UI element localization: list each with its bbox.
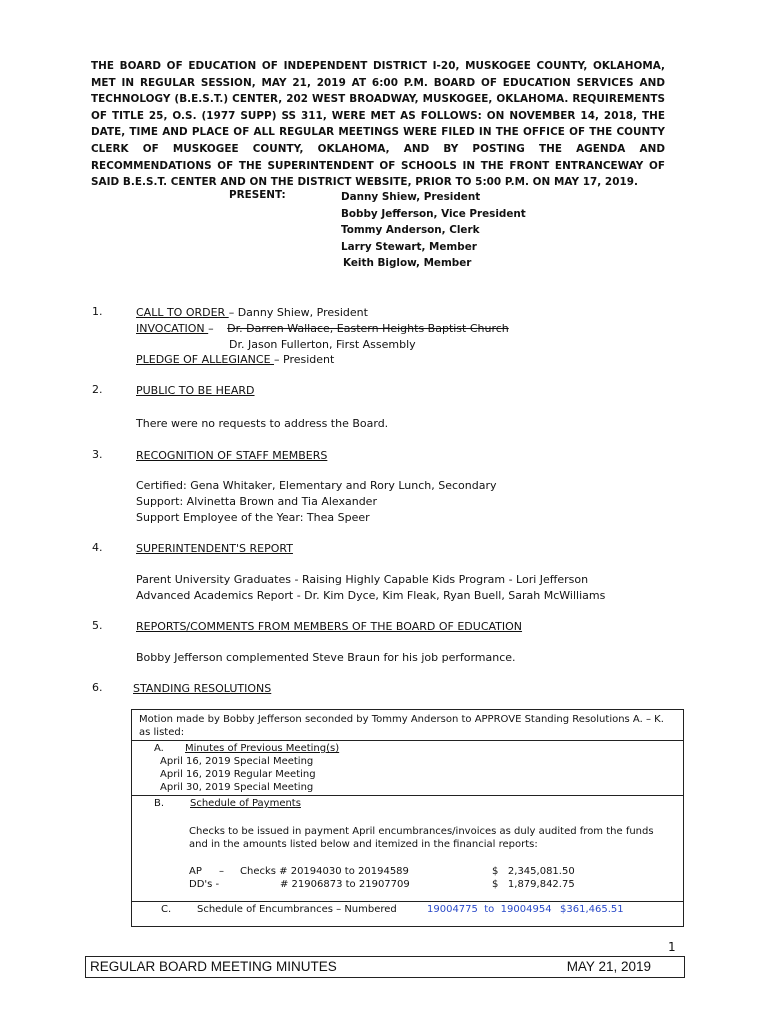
payments-text: Checks to be issued in payment April encumbrances/invoices as duly audited from the funds xyxy=(189,826,654,837)
resolution-a-title: Minutes of Previous Meeting(s) xyxy=(185,743,340,754)
present-list xyxy=(341,189,601,272)
recognition-line: Certified: Gena Whitaker, Elementary and Rory Lunch, Secondary xyxy=(136,479,497,492)
item-number: 2. xyxy=(92,383,103,396)
standing-resolutions-title: STANDING RESOLUTIONS xyxy=(133,682,272,695)
footer-date: MAY 21, 2019 xyxy=(566,959,651,974)
encumbrance-amount: $361,465.51 xyxy=(560,904,624,915)
call-to-order-line xyxy=(136,305,368,321)
invocation-label: INVOCATION xyxy=(136,322,209,335)
resolution-letter: A. xyxy=(154,743,164,754)
ap-check-range: Checks # 20194030 to 20194589 xyxy=(240,866,409,877)
present-member: Bobby Jefferson, Vice President xyxy=(341,207,526,220)
present-member: Danny Shiew, President xyxy=(341,191,481,203)
footer-title: REGULAR BOARD MEETING MINUTES xyxy=(90,959,337,974)
call-to-order-detail: – Danny Shiew, President xyxy=(228,306,368,319)
invocation-new-name: Dr. Jason Fullerton, First Assembly xyxy=(229,338,416,351)
board-reports-text: Bobby Jefferson complemented Steve Braun for his job performance. xyxy=(136,651,516,664)
item-number: 4. xyxy=(92,541,103,554)
present-member: Larry Stewart, Member xyxy=(341,240,477,253)
item-number: 1. xyxy=(92,305,103,318)
item-number: 5. xyxy=(92,619,103,632)
recognition-title: RECOGNITION OF STAFF MEMBERS xyxy=(136,449,328,462)
invocation-line xyxy=(136,321,509,337)
superintendent-title: SUPERINTENDENT'S REPORT xyxy=(136,542,293,555)
present-member: Tommy Anderson, Clerk xyxy=(341,224,480,237)
resolution-letter: C. xyxy=(161,904,172,915)
meeting-header-paragraph: THE BOARD OF EDUCATION OF INDEPENDENT DISTRICT I-20, MUSKOGEE COUNTY, OKLAHOMA, MET IN REGULAR SESSION, MAY 21, 2019 AT 6:00 P.M. BOARD OF EDUCATION SERVICES AND TECHNOLOGY (B.E.S.T.) CENTER, 202 WEST BROADWAY, MUSKOGEE, OKLAHOMA. REQUIREMENTS OF TITLE 25, O.S. (1977 SUPP) SS 311, WERE MET AS FOLLOWS: ON NOVEMBER 14, 2018, THE DATE, TIME AND PLACE OF ALL REGULAR MEETINGS WERE FILED IN THE OFFICE OF THE COUNTY CLERK OF MUSKOGEE COUNTY, OKLAHOMA, AND BY POSTING THE AGENDA AND RECOMMENDATIONS OF THE SUPERINTENDENT OF SCHOOLS IN THE FRONT ENTRANCEWAY OF SAID B.E.S.T. CENTER AND ON THE DISTRICT WEBSITE, PRIOR TO 5:00 P.M. ON MAY 17, 2019. xyxy=(91,60,665,189)
resolution-c-row xyxy=(132,901,683,928)
ap-dash: – xyxy=(219,866,224,877)
board-reports-title: REPORTS/COMMENTS FROM MEMBERS OF THE BOARD OF EDUCATION xyxy=(136,620,523,633)
payments-text: and in the amounts listed below and itemized in the financial reports: xyxy=(189,839,538,850)
ap-label: AP xyxy=(189,866,202,877)
resolutions-table xyxy=(131,709,684,927)
pledge-label: PLEDGE OF ALLEGIANCE xyxy=(136,353,275,366)
call-to-order-label: CALL TO ORDER xyxy=(136,306,229,319)
invocation-struck-name: Dr. Darren Wallace, Eastern Heights Baptist Church xyxy=(227,322,509,335)
dd-label: DD's - xyxy=(189,879,220,890)
resolution-a-item: April 30, 2019 Special Meeting xyxy=(160,782,314,793)
item-number: 6. xyxy=(92,681,103,694)
resolution-a-item: April 16, 2019 Special Meeting xyxy=(160,756,314,767)
motion-line: as listed: xyxy=(139,726,185,738)
public-heard-title: PUBLIC TO BE HEARD xyxy=(136,384,255,397)
encumbrance-range: 19004775 to 19004954 xyxy=(427,904,552,915)
motion-line: Motion made by Bobby Jefferson seconded by Tommy Anderson to APPROVE Standing Resolutions A. – K. xyxy=(139,714,664,725)
recognition-line: Support: Alvinetta Brown and Tia Alexander xyxy=(136,495,377,508)
ap-amount: $ 2,345,081.50 xyxy=(492,866,575,877)
resolution-letter: B. xyxy=(154,798,165,809)
pledge-line xyxy=(136,352,334,368)
item-number: 3. xyxy=(92,448,103,461)
superintendent-line: Parent University Graduates - Raising Highly Capable Kids Program - Lori Jefferson xyxy=(136,573,589,586)
dd-check-range: # 21906873 to 21907709 xyxy=(280,879,410,890)
footer-bar xyxy=(85,956,685,978)
resolution-c-title: Schedule of Encumbrances – Numbered xyxy=(197,904,397,915)
recognition-line: Support Employee of the Year: Thea Speer xyxy=(136,511,370,524)
motion-text xyxy=(139,714,679,740)
present-member: Keith Biglow, Member xyxy=(343,257,472,270)
dd-amount: $ 1,879,842.75 xyxy=(492,879,575,890)
public-heard-text: There were no requests to address the Board. xyxy=(136,417,389,430)
superintendent-line: Advanced Academics Report - Dr. Kim Dyce, Kim Fleak, Ryan Buell, Sarah McWilliams xyxy=(136,589,606,602)
resolution-b-title: Schedule of Payments xyxy=(190,798,301,809)
resolution-a-row xyxy=(132,740,683,795)
invocation-dash: – xyxy=(208,322,218,335)
present-label: PRESENT: xyxy=(229,189,286,201)
page-number: 1 xyxy=(668,940,676,954)
resolution-b-row xyxy=(132,795,683,902)
resolution-a-item: April 16, 2019 Regular Meeting xyxy=(160,769,316,780)
pledge-detail: – President xyxy=(274,353,335,366)
